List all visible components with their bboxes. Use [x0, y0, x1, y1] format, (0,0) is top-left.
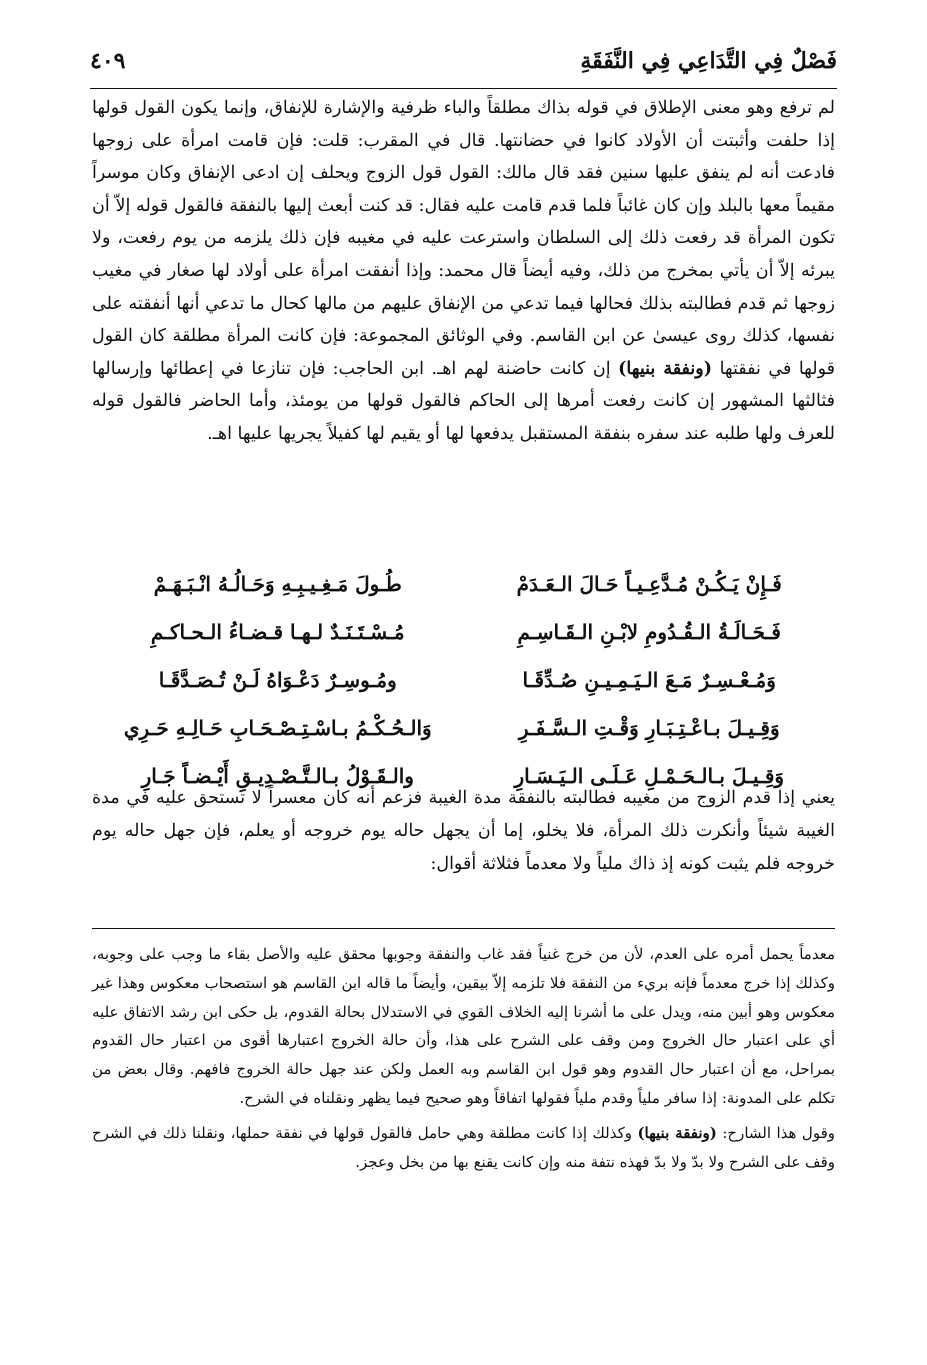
verse-second-hemistich: مُـسْـتَـنَـدٌ لـهـا قـضـاءُ الـحـاكـمِ: [150, 620, 405, 644]
verse: [92, 656, 835, 704]
verse-second-hemistich: ومُـوسِـرٌ دَعْـوَاهُ لَـنْ تُـصَـدَّقَـا: [158, 668, 397, 692]
poem-verses: [92, 560, 835, 800]
verse-second-hemistich: طُـولَ مَـغِـيـبِـهِ وَحَـالُـهُ انْـبَـهَـمْ: [153, 572, 402, 596]
footnote-2-end: وكذلك إذا كانت مطلقة وهي حامل فالقول قولها في نفقة حملها، ونقلنا ذلك في الشرح وقف على الشرح ولا بدّ ولا بدّ فهذه نتفة منه وإن كانت يقنع بها من بخل وعجز.: [92, 1123, 835, 1171]
footnote-2: [92, 1119, 835, 1177]
paragraph-1: [92, 92, 835, 451]
page-number: ٤٠٩: [90, 48, 126, 74]
main-text: [92, 92, 835, 451]
footnote-2-start: وقول هذا الشارح:: [722, 1123, 835, 1142]
running-title: فَصْلٌ فِي التَّدَاعِي فِي النَّفَقَةِ: [580, 48, 837, 74]
paragraph-2: يعني إذا قدم الزوج من مغيبه فطالبته بالنفقة مدة الغيبة فزعم أنه كان معسراً لا تستحق عليه في مدة الغيبة شيئاً وأنكرت ذلك المرأة، فلا يخلو، إما أن يجهل حاله يوم خروجه أو يعلم، فإن جهل حاله يوم خروجه فلم يثبت كونه إذ ذاك ملياً ولا معدماً فثلاثة أقوال:: [92, 788, 835, 874]
verse-first-hemistich: وَقِـيـلَ بـاعْـتِـبَـارِ وَقْـتِ الـسَّـفَـرِ: [518, 716, 780, 740]
verse: [92, 560, 835, 608]
footnote-bold-phrase: (ونفقة بنيها): [637, 1123, 717, 1142]
verse-first-hemistich: وَقِـيـلَ بـالـحَـمْـلِ عَـلَـى الـيَـسَـارِ: [514, 764, 785, 788]
paragraph-1-text: لم ترفع وهو معنى الإطلاق في قوله بذاك مطلقاً والباء ظرفية والإشارة للإنفاق، وإنما يكون القول قولها إذا حلفت وأثبتت أن الأولاد كانوا في حضانتها. قال في المقرب: قلت: فإن قامت امرأة على زوجها فادعت أنه لم ينفق عليها سنين فقد قال مالك: القول قول الزوج ويحلف إن ادعى الإنفاق وكان موسراً مقيماً معها بالبلد وإن كان غائباً فلما قدم قامت عليه فقال: قد كنت أبعث إليها بالنفقة فالقول قوله إلاّ أن تكون المرأة قد رفعت ذلك إلى السلطان واسترعت عليه في مغيبه فإن ذلك يلزمه من يوم رفعت، ولا يبرئه إلاّ أن يأتي بمخرج من ذلك، وفيه أيضاً قال محمد: وإذا أنفقت امرأة على أولاد لها صغار في مغيب زوجها ثم قدم فطالبته بذلك فحالها فيما تدعي من الإنفاق عليهم من مالها كحال ما تدعي أنها أنفقته على نفسها، كذلك روى عيسىٰ عن ابن القاسم. وفي الوثائق المجموعة: فإن كانت المرأة مطلقة كان القول قولها في نفقتها: [92, 98, 835, 379]
bold-phrase: (ونفقة بنيها): [618, 358, 713, 379]
verse: [92, 704, 835, 752]
verse-first-hemistich: فَـحَـالَـةُ الـقُـدُومِ لابْـنِ الـقَـاسِـمِ: [517, 620, 781, 644]
verse-second-hemistich: والـقَـوْلُ بـالـتَّـصْـدِيـقِ أَيْـضـاً جَـارِ: [141, 764, 414, 788]
commentary-text: [92, 782, 835, 881]
footnotes: [92, 940, 835, 1182]
verse-first-hemistich: وَمُـعْـسِـرٌ مَـعَ الـيَـمِـيـنِ صُـدِّقَـا: [522, 668, 776, 692]
verse-second-hemistich: وَالـحُـكْـمُ بـاسْـتِـصْـحَـابِ حَـالِـهِ حَـرِي: [123, 716, 432, 740]
footnote-divider: [92, 928, 835, 929]
page-header: [90, 44, 837, 89]
verse: [92, 608, 835, 656]
paragraph-1-end: إن كانت حاضنة لهم اهـ. ابن الحاجب: فإن تنازعا في إعطائها وإرسالها فثالثها المشهور إن كانت رفعت أمرها إلى الحاكم فالقول قولها من يومئذ، وأما الحاضر فالقول قوله للعرف ولها طلبه عند سفره بنفقة المستقبل يدفعها لها أو يقيم لها كفيلاً يجريها عليها اهـ.: [92, 358, 835, 444]
verse-first-hemistich: فَـإِنْ يَـكُـنْ مُـدَّعِـيـاً حَـالَ الـعَـدَمْ: [516, 572, 782, 596]
footnote-1: معدماً يحمل أمره على العدم، لأن من خرج غنياً فقد غاب والنفقة وجوبها محقق عليه والأصل بقاء ما وجب على وجوبه، وكذلك إذا خرج معدماً فإنه بريء من النفقة فلا تلزمه إلاّ بيقين، وأيضاً ما قاله ابن القاسم هو استصحاب معكوس وهذا غير معكوس وهو أبين منه، ويدل على ما أشرنا إليه الخلاف القوي في الاستدلال بحالة القدوم، بل حكى ابن رشد الاتفاق عليه أي على اعتبار حال الخروج ومن وقف على الشرح على هذا، وأن حالة الخروج اعتبارها أقوى من اعتبار حال القدوم بمراحل، مع أن اعتبار حال القدوم وهو قول ابن القاسم وبه العمل ولكن عند جهل حالة الخروج فافهم. وقال بعض من تكلم على المدونة: إذا سافر ملياً وقدم ملياً فقولها اتفاقاً وهو صحيح فيما يظهر ونقلناه في الشرح.: [92, 945, 835, 1107]
